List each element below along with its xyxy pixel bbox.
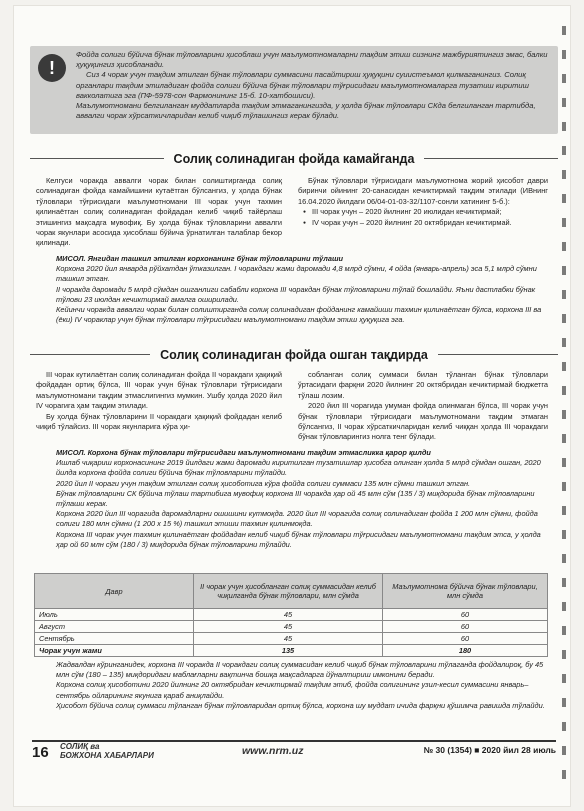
example-paragraph: 2020 йил II чораги учун тақдим этилган солиқ ҳисоботига кўра фойда солиги суммаси 135 млн сўмни ташкил этган.: [56, 478, 471, 488]
example-paragraph: Кейинчи чоракда аввалги чорак билан солиштирганда солиқ солинадиган фойданинг камайиши тахмин қилинаётган бўлса, корхона III ва (ёки) IV чораклар учун бўнак тўловлари тўғрисидаги маълумотномани тақдим этиш ҳуқуқига эга.: [56, 305, 542, 325]
example-paragraph: Корхона 2020 йил III чорагида даромадларни ошишини кутмоқда. 2020 йил III чорагида солиқ солинадиган фойда 1 200 млн сўмни, фойда солиги 180 млн сўмни (1 200 х 15 %) ташкил этиши тахмин қилинмоқда.: [56, 509, 538, 529]
logo-line: СОЛИҚ ва: [60, 742, 100, 751]
example-block-1: [56, 254, 546, 325]
paragraph: Бўнак тўловлари тўғрисидаги маълумотнома жорий ҳисобот даври биринчи ойининг 20-санасидан кечиктирмай тақдим этилади (ИВнинг 16.04.2020 йилдаги 06/04-01-03-32/1107-сонли хатининг 5-б.):: [298, 176, 548, 206]
table-total-row: [35, 645, 548, 657]
example-paragraph: Корхона III чорак учун тахмин қилинаётган фойдадан келиб чиқиб бўнак тўловлари тўғрисидаги маълумотномани тақдим этса, у ҳолда ҳар ой 60 млн сўм (180 / 3) миқдорида бўнак тўловларини тўлайди.: [56, 529, 541, 549]
example-title: МИСОЛ. Янгидан ташкил этилган корхонанинг бўнак тўловларини тўлаши: [56, 254, 344, 263]
example-paragraph: Корхона 2020 йил январда рўйхатдан ўтказилган. I чоракдаги жами даромади 4,8 млрд сўмни, 4 ойда (январь-апрель) эса 5,1 млрд сўмни ташкил этган.: [56, 264, 537, 284]
page-footer: [32, 740, 556, 762]
warning-icon: !: [38, 54, 66, 82]
notice-text: [76, 50, 550, 121]
list-item: ● IV чорак учун – 2020 йилнинг 20 октябридан кечиктирмай.: [312, 218, 548, 228]
deadline-list: [298, 207, 548, 228]
section-heading: [30, 346, 558, 364]
table-cell: Август: [35, 621, 194, 633]
notice-paragraph: Маълумотномани белгиланган муддатларда тақдим этмаганингизда, у ҳолда бўнак тўловлари СКда белгиланган тартибда, аввалги чорак хўрсаткичларидан келиб чиқиб тўлашингиз керак бўлади.: [76, 101, 536, 121]
paragraph: Бу ҳолда бўнак тўловларини II чоракдаги ҳақиқий фойдадан келиб чиқиб тўлайсиз. III чорак якунларига кўра ҳи-: [36, 411, 282, 432]
table-cell: 135: [194, 645, 383, 657]
section-title: Солиқ солинадиган фойда ошган тақдирда: [150, 348, 438, 362]
paragraph: Келгуси чоракда аввалги чорак билан солиштирганда солиқ солинадиган фойда камайишини кутаётган бўлсангиз, у ҳолда бўнак тўловлари тўғрисидаги маълумотномани III чорак учун тахмин қилинаётган солиқ солинадиган фойдадан келиб чиқиб тайёрлаш этишингиз мақсадга мувофиқ. Бу ҳолда бўнак тўловларини аввалги чорак якунлари асосида ҳисоблаш бўйича ўрнатилган талаблар бекор қилинади.: [36, 176, 282, 248]
example-block-2: [56, 448, 546, 550]
example-paragraph: Ишлаб чиқариш корхонасининг 2019 йилдаги жами даромади киритилган тузатишлар ҳисобга олинган ҳолда 5 млрд сўмдан ошган, 2020 йилда корхона фойда солиги бўйича бўнак тўловларини тўлайди.: [56, 458, 541, 478]
table-cell: 60: [383, 609, 548, 621]
table-cell: 45: [194, 633, 383, 645]
notice-box: [30, 46, 558, 134]
column-header: Давр: [35, 574, 194, 609]
column-header: Маълумотнома бўйича бўнак тўловлари, млн сўмда: [383, 574, 548, 609]
table-cell: Сентябрь: [35, 633, 194, 645]
paragraph: 2020 йил III чорагида умуман фойда олинмаган бўлса, III чорак учун бўнак тўловлари тўғрисидаги маълумотномани тақдим этмаган бўлсангиз, II чорак хўрсаткичларидан келиб чиққан ҳолда III чоракдаги бўнак тўловларингиз нолга тенг бўлади.: [298, 401, 548, 442]
conclusion-paragraph: Корхона солиқ ҳисоботини 2020 йилнинг 20 октябридан кечиктирмай тақдим этиб, фойда солигининг узил-кесил суммасини январь–сентябрь ойларининг якунига қараб аниқлайди.: [56, 680, 529, 700]
section-heading: [30, 150, 558, 168]
column-header: II чорак учун ҳисобланган солиқ суммасидан келиб чиқилганда бўнак тўловлари, млн сўмда: [194, 574, 383, 609]
website-link[interactable]: www.nrm.uz: [242, 745, 304, 757]
table-row: [35, 621, 548, 633]
section2-left-column: [36, 370, 282, 432]
section1-left-column: [36, 176, 282, 249]
table-cell: Чорак учун жами: [35, 645, 194, 657]
section-title: Солиқ солинадиган фойда камайганда: [164, 152, 425, 166]
conclusion-paragraph: Жадвалдан кўринганидек, корхона III чоракда II чоракдаги солиқ суммасидан келиб чиқиб бўнак тўловларини тўлаганда фойдалироқ, бу 45 млн сўм (180 – 135) миқдоридаги маблағларни вақтинча бошқа мақсадларга йўналтириш имконини беради.: [56, 660, 544, 680]
payments-table: [34, 573, 548, 657]
publication-logo: [60, 743, 154, 760]
logo-line: БОЖХОНА ХАБАРЛАРИ: [60, 750, 154, 760]
notice-paragraph: Сиз 4 чорак учун тақдим этилган бўнак тўловлари суммасини пасайтириш ҳуқуқини суиистеъмол қилмаганингиз. Солиқ органлари тақдим этиладиган фойда солиги бўйича бўнак тўловлари тўғрисидаги маълумотномаларга тузатиш киритиш вакколатига эга (ПФ-5978-сон Фармонининг 15-б. 10-хатбошиси).: [76, 70, 529, 100]
conclusion-block: [56, 660, 546, 711]
margin-marks: [562, 26, 566, 786]
table-cell: Июль: [35, 609, 194, 621]
notice-paragraph: Фойда солиги бўйича бўнак тўловларини ҳисоблаш учун маълумотномаларни тақдим этиш сизнинг мажбуриятингиз эмас, балки ҳуқуқингиз ҳисобланади.: [76, 50, 548, 70]
list-item: ● III чорак учун – 2020 йилнинг 20 июлидан кечиктирмай;: [312, 207, 548, 217]
table-cell: 60: [383, 621, 548, 633]
paragraph: III чорак кутилаётган солиқ солинадиган фойда II чоракдаги ҳақиқий фойдадан ортиқ бўлса, III чорак учун бўнак тўловлари тўғрисидаги маълумотномани тақдим этмаслигингиз мумкин. Ушбу ҳолда 2020 йил IV чорагига ҳам тақдим этилади.: [36, 370, 282, 411]
table-cell: 45: [194, 621, 383, 633]
table-cell: 45: [194, 609, 383, 621]
table-cell: 180: [383, 645, 548, 657]
page-number: 16: [32, 744, 49, 761]
section2-right-column: [298, 370, 548, 443]
table-row: [35, 609, 548, 621]
example-paragraph: II чоракда даромади 5 млрд сўмдан ошганлиги сабабли корхона III чоракдан бўнак тўловларини тўлай бошлайди. Яъни дастлабки бўнак тўлови 23 июлдан кечиктирмай амалга оширилади.: [56, 284, 536, 304]
table-row: [35, 633, 548, 645]
example-title: МИСОЛ. Корхона бўнак тўловлари тўғрисидаги маълумотномани тақдим этмасликка қарор қилди: [56, 448, 431, 457]
issue-info: № 30 (1354) ■ 2020 йил 28 июль: [423, 745, 556, 755]
table-cell: 60: [383, 633, 548, 645]
section1-right-column: [298, 176, 548, 228]
table-header-row: [35, 574, 548, 609]
paragraph: собланган солиқ суммаси билан тўланган бўнак тўловлари ўртасидаги фарқни 2020 йилнинг 20 октябридан кечиктирмай бюджетга тўлаш лозим.: [298, 370, 548, 400]
example-paragraph: Бўнак тўловларини СК бўйича тўлаш тартибига мувофиқ корхона III чоракда ҳар ой 45 млн сўм (135 / 3) миқдорида бўнак тўловларини тўлаши керак.: [56, 488, 535, 509]
conclusion-paragraph: Ҳисобот бўйича солиқ суммаси тўланган бўнак тўловларидан ортиқ бўлса, корхона шу муддат ичида фарқни қўшимча равишда тўлайди.: [56, 700, 545, 710]
